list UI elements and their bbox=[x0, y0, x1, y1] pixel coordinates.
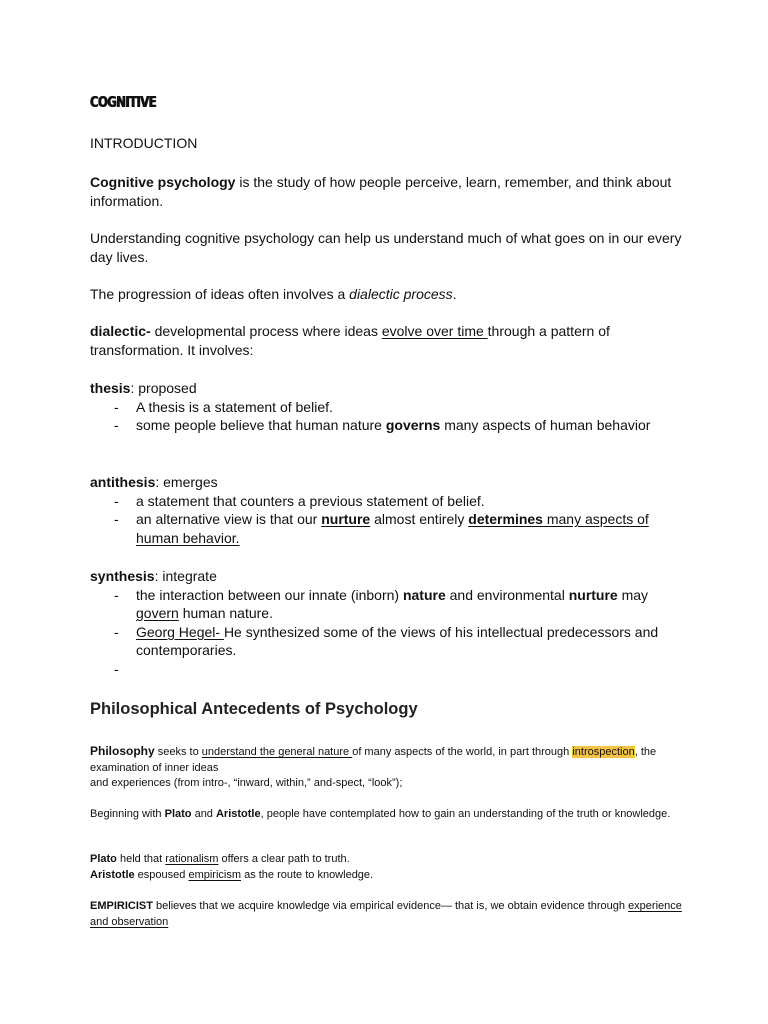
paragraph-progression: The progression of ideas often involves a dialectic process. bbox=[90, 286, 457, 302]
section-heading: Philosophical Antecedents of Psychology bbox=[90, 700, 418, 718]
paragraph-aristotle: Aristotle espoused empiricism as the route to knowledge. bbox=[90, 869, 374, 881]
section-antithesis: antithesis: emerges - a statement that counters a previous statement of belief. - an alternative view is that our nurture almost entirely determines many aspects of human behavior. bbox=[90, 473, 690, 547]
paragraph-definition: Cognitive psychology is the study of how people perceive, learn, remember, and think about information. bbox=[90, 174, 672, 209]
list-item: - an alternative view is that our nurture almost entirely determines many aspects of human behavior. bbox=[114, 511, 649, 546]
highlight-introspection: introspection bbox=[572, 746, 635, 758]
paragraph-plato: Plato held that rationalism offers a clear path to truth. bbox=[90, 853, 350, 865]
list-item: - Georg Hegel- He synthesized some of the views of his intellectual predecessors and contemporaries. bbox=[114, 623, 659, 659]
bold-term: Cognitive psychology bbox=[90, 174, 236, 190]
section-thesis: thesis: proposed - A thesis is a statement of belief. - some people believe that human nature governs many aspects of human behavior bbox=[90, 379, 690, 435]
doc-title: COGNITIVE bbox=[90, 93, 157, 111]
paragraph-dialectic: dialectic- developmental process where ideas evolve over time through a pattern of transformation. It involves: bbox=[90, 323, 610, 358]
paragraph-philosophy: Philosophy seeks to understand the general nature of many aspects of the world, in part through introspection, the examination of inner ideas and experiences (from intro-, “inward, within,” and-spect, “look”); bbox=[90, 744, 657, 790]
paragraph-empiricist: EMPIRICIST believes that we acquire knowledge via empirical evidence— that is, we obtain evidence through experience and observation bbox=[90, 900, 682, 928]
section-synthesis: synthesis: integrate - the interaction between our innate (inborn) nature and environmental nurture may govern human nature. - Georg Hegel- He synthesized some of the views of his intellectual predecessors and contemporaries. - bbox=[90, 567, 690, 660]
paragraph-plato-aristotle: Beginning with Plato and Aristotle, people have contemplated how to gain an understanding of the truth or knowledge. bbox=[90, 808, 671, 820]
list-item: - A thesis is a statement of belief. bbox=[114, 398, 333, 415]
list-item: - some people believe that human nature governs many aspects of human behavior bbox=[114, 417, 651, 434]
list-item: - the interaction between our innate (inborn) nature and environmental nurture may govern human nature. bbox=[114, 586, 649, 622]
list-item: - a statement that counters a previous statement of belief. bbox=[114, 492, 485, 509]
intro-heading: INTRODUCTION bbox=[90, 135, 198, 151]
paragraph-understanding: Understanding cognitive psychology can help us understand much of what goes on in our every day lives. bbox=[90, 230, 682, 265]
